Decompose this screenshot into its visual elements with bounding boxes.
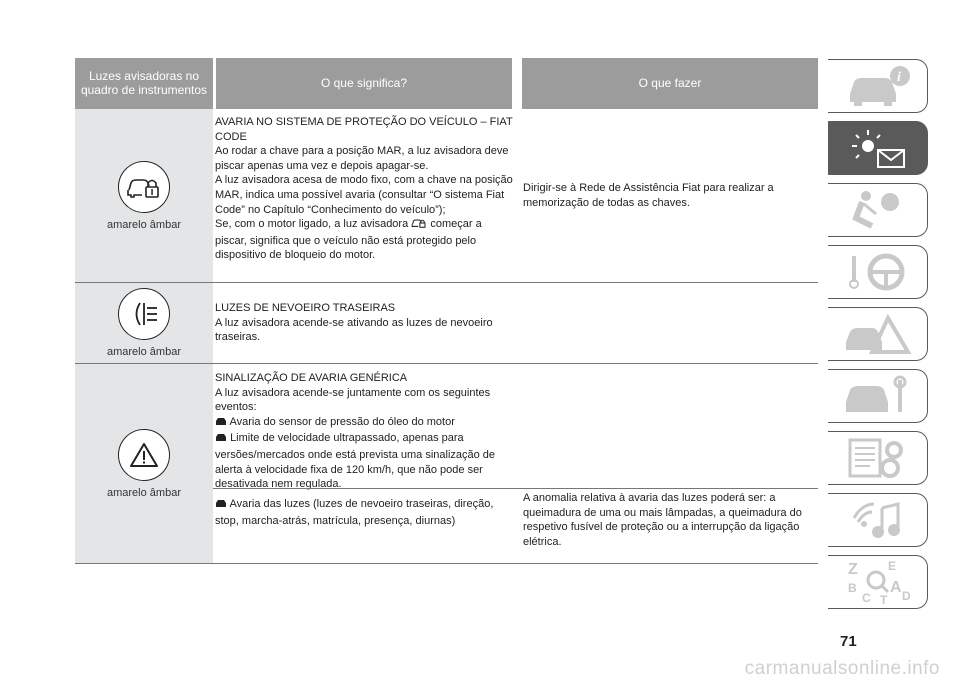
header-action: O que fazer [522,58,818,109]
meaning-text-part: Se, com o motor ligado, a luz avisadora [215,218,409,231]
fiat-code-immobilizer-icon [411,217,427,234]
indicator-cell [75,109,213,282]
indicator-cell [75,364,213,563]
alphabetical-index-icon [842,558,914,606]
meaning-text [215,217,513,263]
header-indicator: Luzes avisadoras no quadro de instrumentos [75,58,213,109]
indicator-color-label: amarelo âmbar [107,218,181,231]
tab-driving[interactable] [828,245,928,299]
indicator-color-label: amarelo âmbar [107,486,181,499]
action-cell: Dirigir-se à Rede de Assistência Fiat para realizar a memorização de todas as chaves. [523,182,774,209]
list-item [215,431,513,491]
car-bullet-icon [215,433,227,448]
meaning-title: AVARIA NO SISTEMA DE PROTEÇÃO DO VEÍCULO – FIAT CODE [215,116,513,143]
safety-airbag-icon [842,188,914,232]
technical-data-icon [842,436,914,480]
tab-warning-lights[interactable] [828,121,928,175]
list-item-text: Avaria das luzes (luzes de nevoeiro traseiras, direção, stop, marcha-atrás, matrícula, presença, diurnas) [215,498,494,527]
meaning-text: A luz avisadora acende-se ativando as luzes de nevoeiro traseiras. [215,316,493,344]
list-item-text: Limite de velocidade ultrapassado, apenas para versões/mercados onde está prevista uma sinalização de alerta à velocidade fixa de 120 km/h, que não pode ser desativada nem regulada. [215,432,496,491]
list-item [215,415,513,432]
meaning-title: LUZES DE NEVOEIRO TRASEIRAS [215,302,396,314]
sub-row [213,488,818,489]
indicator-color-label: amarelo âmbar [107,346,181,358]
tab-multimedia[interactable] [828,493,928,547]
list-item [215,497,513,528]
tab-safety[interactable] [828,183,928,237]
meaning-cell [215,115,513,263]
svg-text:B: B [847,581,857,595]
car-bullet-icon [215,417,227,432]
meaning-cell [215,301,513,345]
maintenance-icon [842,374,914,418]
table-row [75,109,818,283]
emergency-icon [842,312,914,356]
meaning-cell [215,497,513,528]
meaning-title: SINALIZAÇÃO DE AVARIA GENÉRICA [215,372,408,384]
svg-text:Z: Z [847,561,858,578]
svg-text:A: A [889,579,902,596]
car-info-icon [842,64,914,108]
rear-fog-light-icon [118,288,170,340]
watermark: carmanualsonline.info [744,658,940,679]
page-number: 71 [840,633,857,650]
meaning-text: Ao rodar a chave para a posição MAR, a luz avisadora deve piscar apenas uma vez e depois apagar-se. [215,145,509,172]
tab-index[interactable] [828,555,928,609]
table-row [75,283,818,364]
header-meaning: O que significa? [216,58,512,109]
indicator-cell [75,283,213,363]
svg-text:C: C [861,591,871,605]
svg-text:T: T [879,593,887,606]
svg-text:D: D [901,589,911,603]
driving-steering-wheel-icon [842,250,914,294]
tab-emergency[interactable] [828,307,928,361]
list-item-text: Avaria do sensor de pressão do óleo do motor [229,415,455,428]
meaning-text: A luz avisadora acende-se juntamente com os seguintes eventos: [215,386,491,414]
warning-lights-messages-icon [842,126,914,170]
table-header [75,58,818,109]
svg-text:E: E [887,559,896,573]
tab-car-info[interactable] [828,59,928,113]
svg-text:i: i [896,70,901,85]
multimedia-icon [842,498,914,542]
tab-maintenance[interactable] [828,369,928,423]
warning-triangle-icon [118,429,170,481]
table-row [75,364,818,564]
meaning-text-part: começar a piscar, significa que o veículo não está protegido pelo dispositivo de bloqueio do motor. [215,218,482,262]
fiat-code-immobilizer-icon [118,161,170,213]
tab-technical-data[interactable] [828,431,928,485]
warning-lights-table [75,58,818,564]
action-cell: A anomalia relativa à avaria das luzes poderá ser: a queimadura de uma ou mais lâmpadas, a queimadura do respetivo fusível de proteção ou a interrupção da ligação elétrica. [523,492,802,548]
meaning-text: A luz avisadora acesa de modo fixo, com a chave na posição MAR, indica uma possível avaria (consultar “O sistema Fiat Code” no Capítulo “Conhecimento do veículo”); [215,174,513,216]
car-bullet-icon [215,499,227,514]
meaning-cell [215,371,513,492]
